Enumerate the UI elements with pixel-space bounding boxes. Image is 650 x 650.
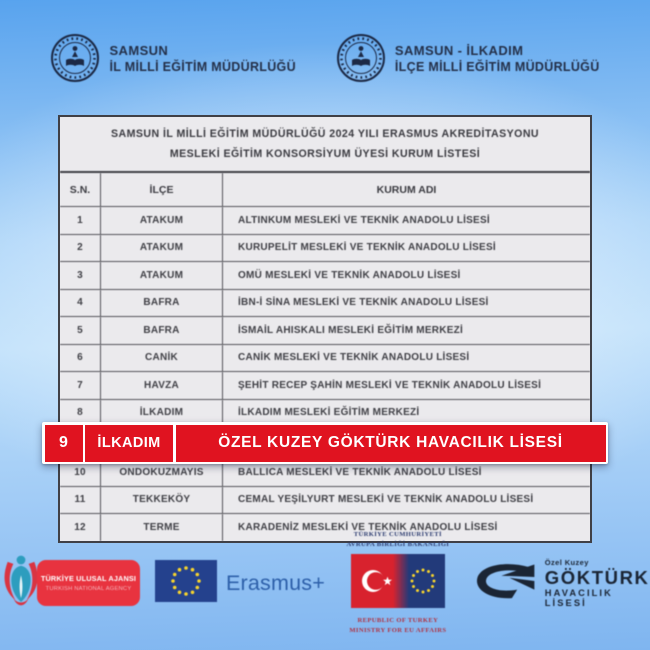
consortium-table bbox=[58, 115, 592, 543]
table-title-line1: SAMSUN İL MİLLİ EĞİTİM MÜDÜRLÜĞÜ 2024 YILI ERASMUS AKREDİTASYONU bbox=[110, 128, 540, 140]
district-cell: BAFRA bbox=[100, 290, 223, 317]
table-title bbox=[60, 117, 590, 173]
district-cell: BAFRA bbox=[100, 317, 223, 344]
row-number-cell: 11 bbox=[74, 494, 86, 506]
institution-cell: İLKADIM MESLEKİ EĞİTİM MERKEZİ bbox=[238, 407, 420, 419]
institution-cell: İSMAİL AHISKALI MESLEKİ EĞİTİM MERKEZİ bbox=[238, 324, 464, 336]
table-body bbox=[60, 207, 590, 541]
ministry-name-en bbox=[349, 616, 446, 636]
institution-cell: BALLICA MESLEKİ VE TEKNİK ANADOLU LİSESİ bbox=[238, 466, 482, 478]
institution-cell: CANİK MESLEKİ VE TEKNİK ANADOLU LİSESİ bbox=[238, 352, 470, 364]
table-row bbox=[60, 487, 590, 515]
row-number-cell: 10 bbox=[74, 466, 86, 478]
row-number-cell: 6 bbox=[77, 352, 83, 364]
org-name-line1: SAMSUN bbox=[109, 42, 169, 58]
row-number-cell: 12 bbox=[74, 521, 86, 533]
highlighted-table-row bbox=[42, 422, 608, 464]
tua-name-en: TURKISH NATIONAL AGENCY bbox=[45, 585, 132, 592]
gokturk-name-small: Özel Kuzey bbox=[544, 557, 589, 567]
row-number-cell: 5 bbox=[77, 324, 83, 336]
ministry-name-en-line1: REPUBLIC OF TURKEY bbox=[357, 616, 439, 624]
ministry-name-tr-line1: TÜRKİYE CUMHURİYETİ bbox=[353, 531, 442, 539]
tua-tulip-icon bbox=[0, 552, 42, 615]
gokturk-name-sub: HAVACILIK LİSESİ bbox=[544, 588, 613, 609]
eu-affairs-ministry-logo bbox=[340, 530, 456, 636]
tua-badge bbox=[37, 560, 140, 606]
institution-cell: ŞEHİT RECEP ŞAHİN MESLEKİ VE TEKNİK ANADOLU LİSESİ bbox=[238, 379, 542, 391]
province-directorate-name bbox=[109, 43, 295, 74]
ministry-name-tr bbox=[347, 530, 450, 550]
district-cell: CANİK bbox=[100, 345, 223, 372]
row-number-cell: 4 bbox=[77, 297, 83, 309]
turkish-national-agency-logo bbox=[0, 552, 140, 615]
district-cell: ATAKUM bbox=[100, 235, 223, 262]
district-cell: HAVZA bbox=[100, 372, 223, 399]
gokturk-school-logo bbox=[471, 558, 650, 608]
district-cell: TERME bbox=[100, 514, 223, 541]
column-header-ilce: İLÇE bbox=[100, 173, 223, 206]
table-row bbox=[60, 235, 590, 263]
district-directorate bbox=[336, 33, 600, 83]
table-row bbox=[60, 207, 590, 235]
row-number-cell: 9 bbox=[45, 425, 83, 462]
org-name-line2: İLÇE MİLLİ EĞİTİM MÜDÜRLÜĞÜ bbox=[394, 59, 600, 74]
row-number-cell: 7 bbox=[77, 379, 83, 391]
row-number-cell: 2 bbox=[77, 242, 83, 254]
district-cell: ATAKUM bbox=[100, 262, 223, 289]
erasmus-wordmark: Erasmus+ bbox=[226, 570, 325, 595]
ministry-emblem-icon bbox=[50, 33, 100, 83]
province-directorate bbox=[50, 33, 295, 83]
ministry-name-en-line2: MINISTRY FOR EU AFFAIRS bbox=[349, 626, 447, 634]
erasmus-plus-logo bbox=[155, 560, 325, 607]
institution-cell: İBN-İ SİNA MESLEKİ VE TEKNİK ANADOLU LİSESİ bbox=[238, 297, 489, 309]
institution-cell: CEMAL YEŞİLYURT MESLEKİ VE TEKNİK ANADOLU LİSESİ bbox=[238, 494, 534, 506]
column-header-kurum: KURUM ADI bbox=[376, 183, 437, 196]
table-row bbox=[60, 317, 590, 345]
row-number-cell: 8 bbox=[77, 407, 83, 419]
institution-cell: OMÜ MESLEKİ VE TEKNİK ANADOLU LİSESİ bbox=[238, 269, 461, 281]
tua-name-tr: TÜRKİYE ULUSAL AJANSI bbox=[40, 574, 137, 584]
table-row bbox=[60, 372, 590, 400]
table-header-row bbox=[60, 173, 590, 207]
institution-cell: ÖZEL KUZEY GÖKTÜRK HAVACILIK LİSESİ bbox=[176, 425, 606, 462]
table-title-line2: MESLEKİ EĞİTİM KONSORSİYUM ÜYESİ KURUM LİSTESİ bbox=[169, 147, 481, 160]
institution-cell: ALTINKUM MESLEKİ VE TEKNİK ANADOLU LİSESİ bbox=[238, 214, 490, 226]
table-row bbox=[60, 262, 590, 290]
district-cell: İLKADIM bbox=[100, 400, 223, 427]
district-directorate-name bbox=[395, 43, 600, 74]
tr-eu-flag-icon bbox=[351, 554, 445, 613]
district-cell: İLKADIM bbox=[85, 425, 173, 462]
district-cell: ATAKUM bbox=[100, 207, 223, 234]
district-cell: ONDOKUZMAYIS bbox=[100, 459, 223, 486]
institution-cell: KURUPELİT MESLEKİ VE TEKNİK ANADOLU LİSESİ bbox=[238, 242, 496, 254]
org-name-line2: İL MİLLİ EĞİTİM MÜDÜRLÜĞÜ bbox=[109, 59, 296, 74]
footer-logos bbox=[0, 530, 650, 636]
row-number-cell: 1 bbox=[77, 214, 83, 226]
column-header-sn: S.N. bbox=[69, 183, 91, 196]
row-number-cell: 3 bbox=[77, 269, 83, 281]
gokturk-name-main: GÖKTÜRK bbox=[544, 566, 650, 588]
table-row bbox=[60, 345, 590, 373]
org-name-line1: SAMSUN - İLKADIM bbox=[394, 42, 524, 58]
eu-flag-icon bbox=[155, 560, 217, 607]
district-cell: TEKKEKÖY bbox=[100, 487, 223, 514]
gokturk-school-name bbox=[545, 558, 650, 608]
header bbox=[0, 33, 650, 83]
gokturk-wing-icon bbox=[471, 559, 537, 608]
ministry-name-tr-line2: AVRUPA BİRLİĞİ BAKANLIĞI bbox=[346, 541, 450, 549]
ministry-emblem-icon bbox=[336, 33, 386, 83]
table-row bbox=[60, 290, 590, 318]
institution-cell: KARADENİZ MESLEKİ VE TEKNİK ANADOLU LİSESİ bbox=[238, 521, 498, 533]
